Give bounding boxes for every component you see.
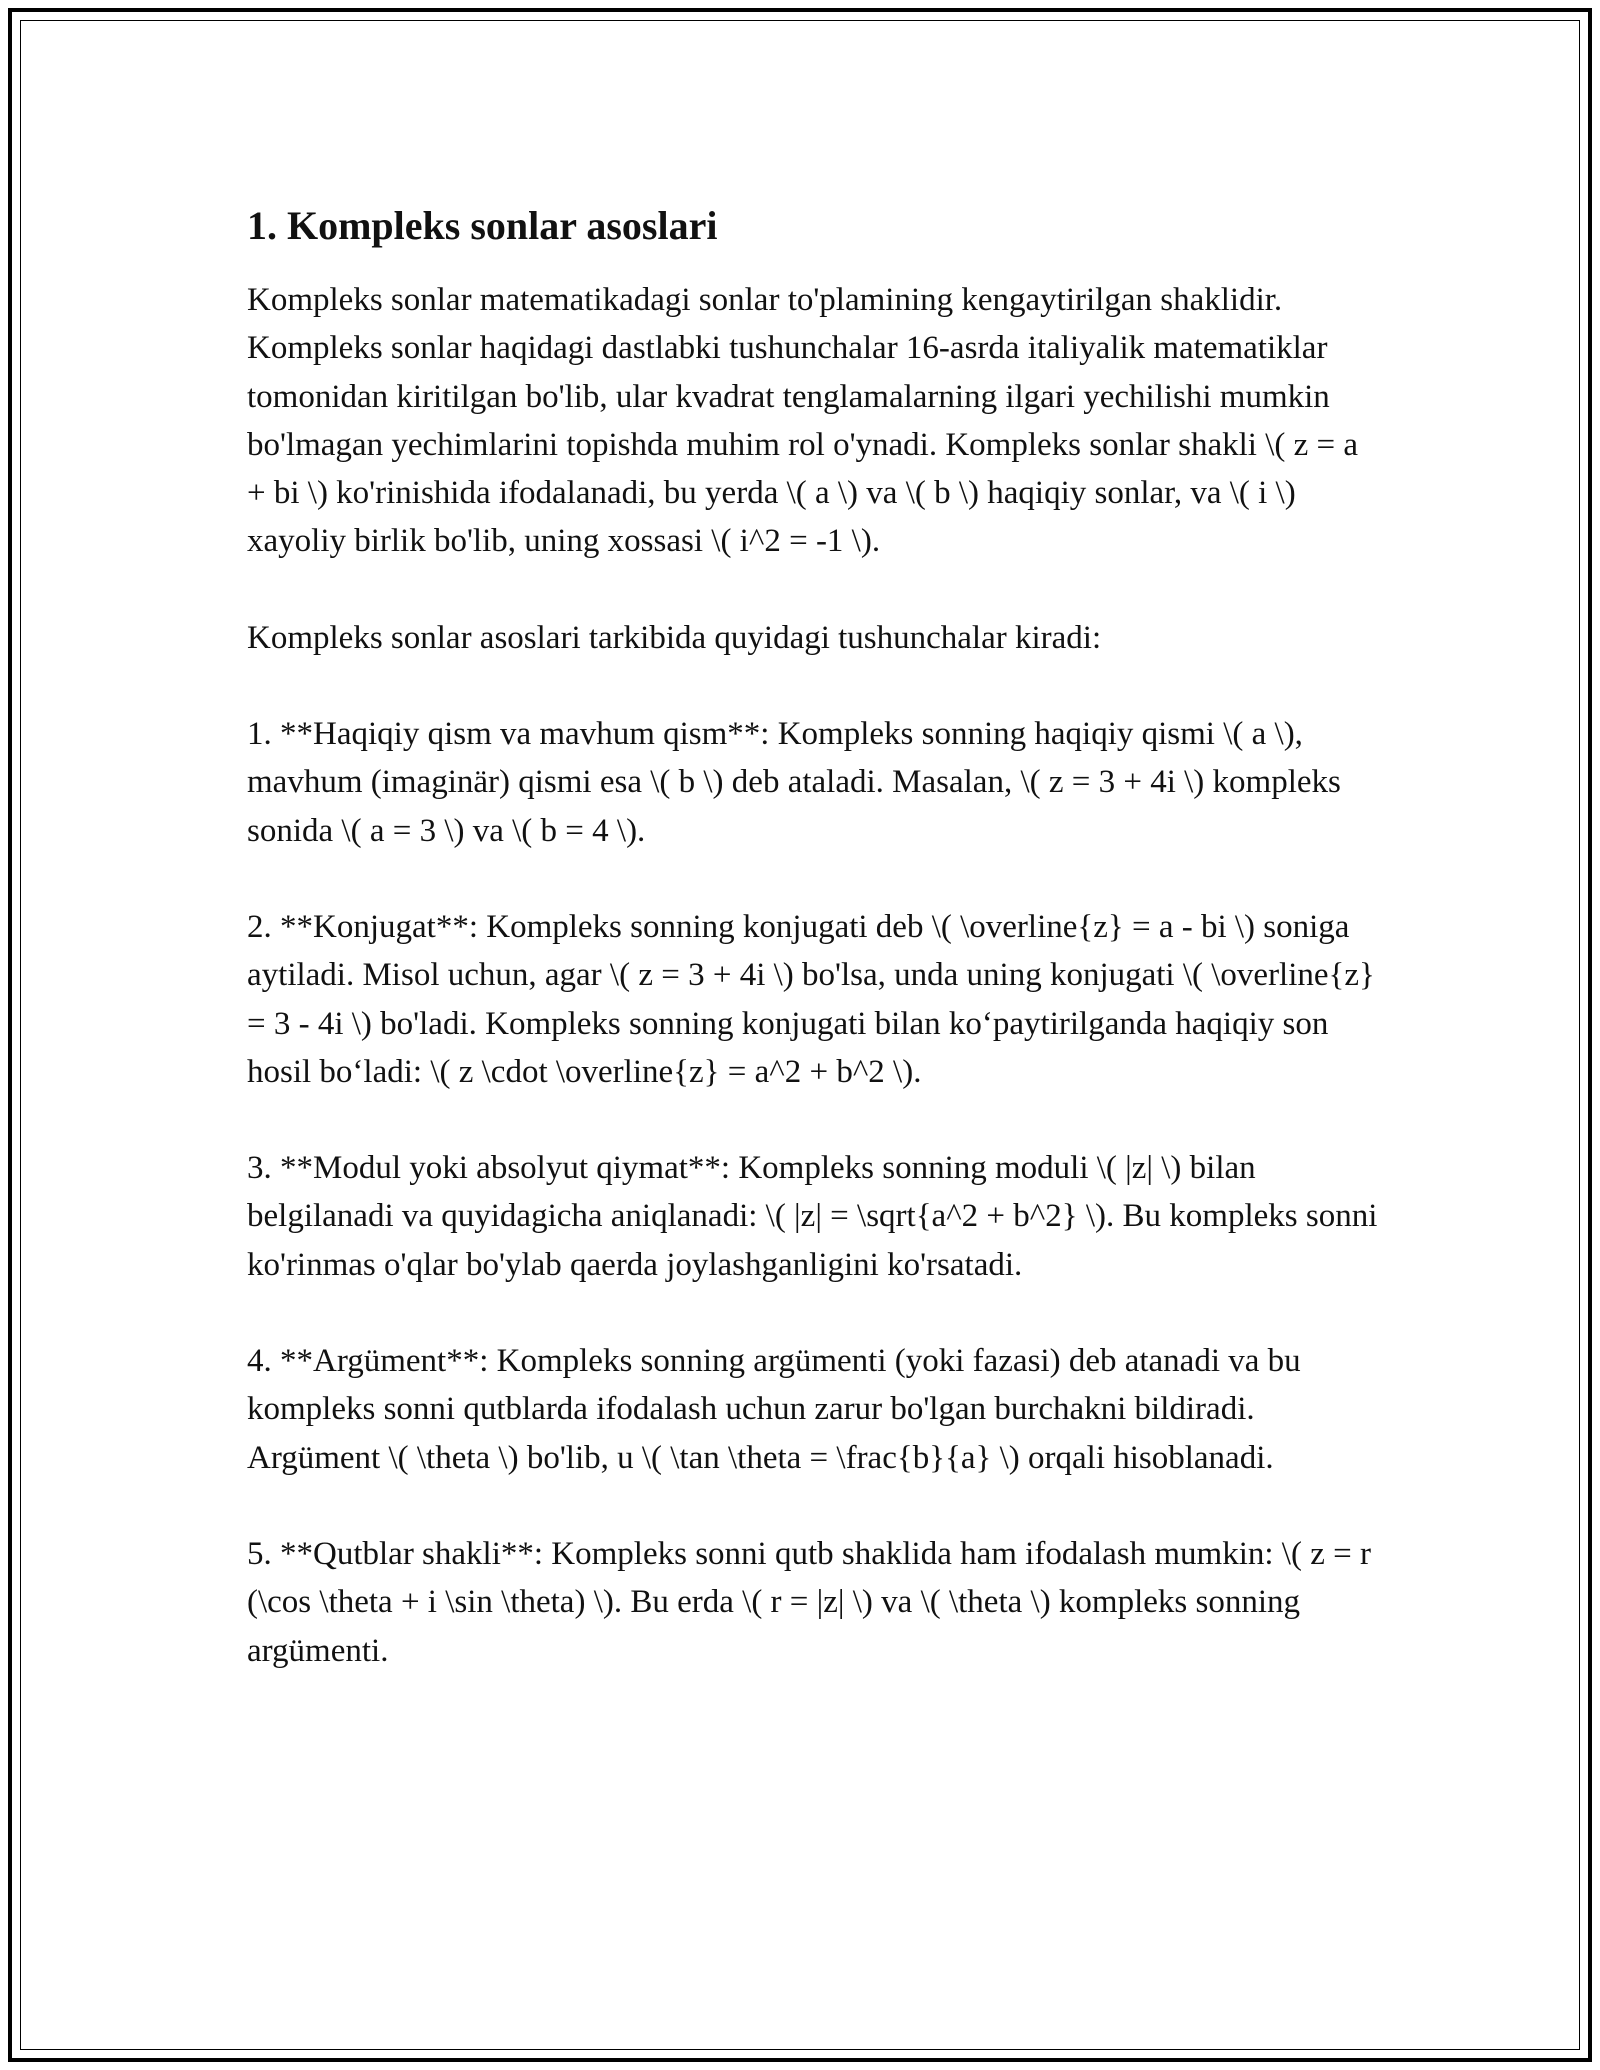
concepts-intro-paragraph: Kompleks sonlar asoslari tarkibida quyidagi tushunchalar kiradi: xyxy=(247,619,1102,656)
modulus-paragraph: 3. **Modul yoki absolyut qiymat**: Kompleks sonning moduli \( |z| \) bilan belgilanadi va quyidagicha aniqlanadi: \( |z| = \sqrt{a^2 + b^2} \). Bu kompleks sonni ko'rinmas o'qlar bo'ylab qaerda joylashganligini ko'rsatadi. xyxy=(247,1150,1378,1283)
conjugate-paragraph: 2. **Konjugat**: Kompleks sonning konjugati deb \( \overline{z} = a - bi \) soniga aytiladi. Misol uchun, agar \( z = 3 + 4i \) bo'lsa, unda uning konjugati \( \overline{z} = 3 - 4i \) bo'ladi. Kompleks sonning konjugati bilan koʻpaytirilganda haqiqiy son hosil boʻladi: \( z \cdot \overline{z} = a^2 + b^2 \). xyxy=(247,908,1375,1090)
polar-form-paragraph: 5. **Qutblar shakli**: Kompleks sonni qutb shaklida ham ifodalash mumkin: \( z = r (\cos \theta + i \sin \theta) \). Bu erda \( r = |z| \) va \( \theta \) kompleks sonning argümenti. xyxy=(247,1535,1371,1669)
document-content xyxy=(247,198,1382,1675)
argument-paragraph: 4. **Argüment**: Kompleks sonning argümenti (yoki fazasi) deb atanadi va bu kompleks sonni qutblarda ifodalash uchun zarur bo'lgan burchakni bildiradi. Argüment \( \theta \) bo'lib, u \( \tan \theta = \frac{b}{a} \) orqali hisoblanadi. xyxy=(247,1343,1301,1476)
document-title: 1. Kompleks sonlar asoslari xyxy=(247,203,718,248)
page-frame xyxy=(8,8,1592,2062)
real-imaginary-part-paragraph: 1. **Haqiqiy qism va mavhum qism**: Kompleks sonning haqiqiy qismi \( a \), mavhum (imaginär) qismi esa \( b \) deb ataladi. Masalan, \( z = 3 + 4i \) kompleks sonida \( a = 3 \) va \( b = 4 \). xyxy=(247,716,1341,849)
intro-paragraph: Kompleks sonlar matematikadagi sonlar to'plamining kengaytirilgan shaklidir. Kompleks sonlar haqidagi dastlabki tushunchalar 16-asrda italiyalik matematiklar tomonidan kiritilgan bo'lib, ular kvadrat tenglamalarning ilgari yechilishi mumkin bo'lmagan yechimlarini topishda muhim rol o'ynadi. Kompleks sonlar shakli \( z = a + bi \) ko'rinishida ifodalanadi, bu yerda \( a \) va \( b \) haqiqiy sonlar, va \( i \) xayoliy birlik bo'lib, uning xossasi \( i^2 = -1 \). xyxy=(247,282,1359,560)
